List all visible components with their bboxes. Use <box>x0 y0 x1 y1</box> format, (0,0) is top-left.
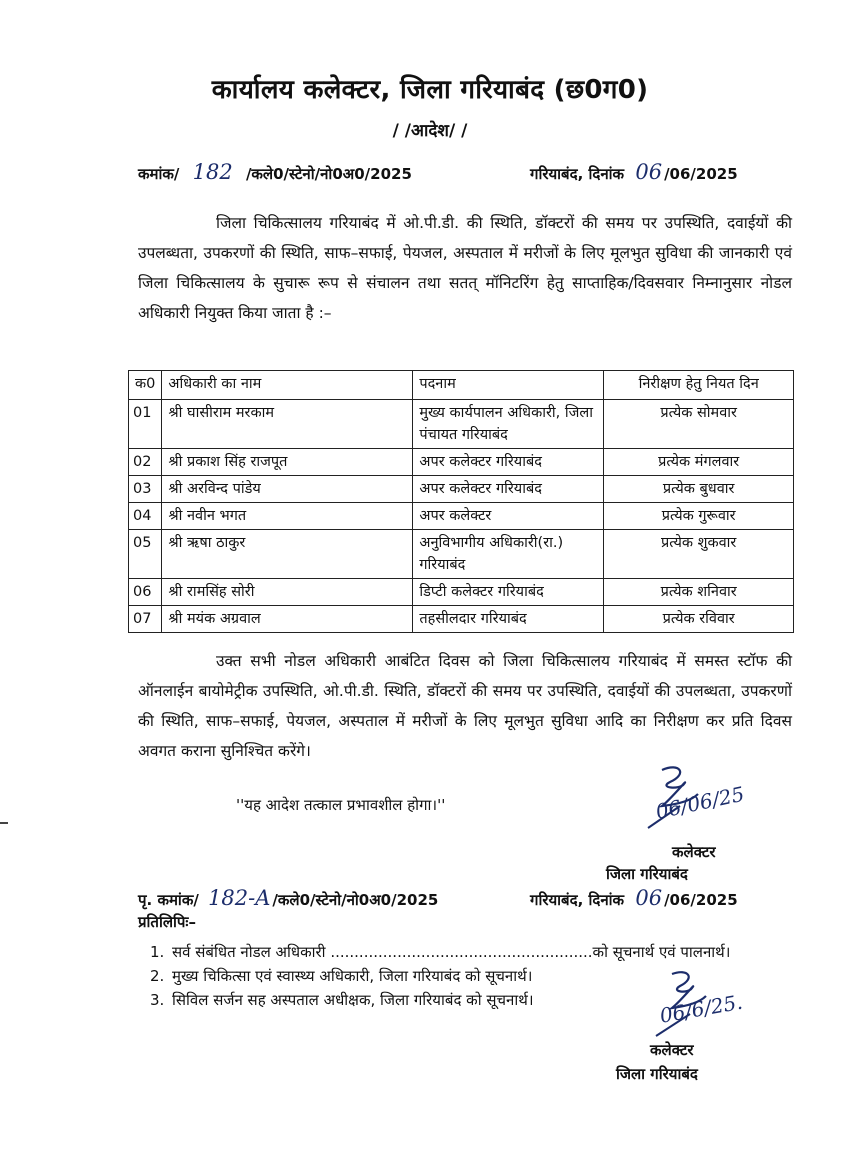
endorsement-place-date-label: गरियाबंद, दिनांक <box>530 891 625 909</box>
order-place-date-label: गरियाबंद, दिनांक <box>530 165 625 183</box>
row-serial: 02 <box>129 449 162 476</box>
page-edge-mark <box>0 822 8 824</box>
signature-1-handwritten-date: 06/06/25 <box>653 781 747 824</box>
intro-paragraph <box>138 208 792 328</box>
row-designation: डिप्टी कलेक्टर गरियाबंद <box>413 579 604 606</box>
table-row <box>129 606 794 633</box>
column-header-serial: क0 <box>129 371 162 400</box>
row-serial: 01 <box>129 400 162 449</box>
endorsement-ref-prefix: पृ. कमांक/ <box>138 891 199 909</box>
nodal-officer-table <box>128 370 794 633</box>
copy-item-number: 2. <box>150 967 165 985</box>
column-header-designation: पदनाम <box>413 371 604 400</box>
row-inspection-day: प्रत्येक शुकवार <box>604 530 794 579</box>
endorsement-ref-suffix: /कले0/स्टेनो/नो0अ0/2025 <box>272 891 439 909</box>
row-designation: तहसीलदार गरियाबंद <box>413 606 604 633</box>
row-designation: अपर कलेक्टर गरियाबंद <box>413 449 604 476</box>
row-designation: अपर कलेक्टर गरियाबंद <box>413 476 604 503</box>
order-month-year: /06/2025 <box>664 165 738 183</box>
signature-2-handwritten-date: 06/6/25. <box>657 989 745 1028</box>
list-item <box>150 942 730 962</box>
row-inspection-day: प्रत्येक बुधवार <box>604 476 794 503</box>
row-serial: 04 <box>129 503 162 530</box>
row-officer-name: श्री मयंक अग्रवाल <box>162 606 413 633</box>
order-number-handwritten: 182 <box>192 160 233 184</box>
order-reference <box>138 160 412 184</box>
row-officer-name: श्री ऋषा ठाकुर <box>162 530 413 579</box>
directive-paragraph-text: उक्त सभी नोडल अधिकारी आबंटित दिवस को जिला चिकित्सालय गरियाबंद में समस्त स्टॉफ की ऑनलाईन बायोमेट्रीक उपस्थिति, ओ.पी.डी. स्थिति, डॉक्टरों की समय पर उपस्थिति, दवाईयों की उपलब्धता, उपकरणों की स्थिति, साफ–सफाई, पेयजल, अस्पताल में मरीजों के लिए मूलभुत सुविधा आदि का निरीक्षण कर प्रति दिवस अवगत कराना सुनिश्चित करेंगे। <box>138 652 792 760</box>
copy-item-number: 1. <box>150 943 165 961</box>
endorsement-month-year: /06/2025 <box>664 891 738 909</box>
endorsement-day-handwritten: 06 <box>635 886 663 910</box>
row-inspection-day: प्रत्येक रविवार <box>604 606 794 633</box>
copy-item-text: मुख्य चिकित्सा एवं स्वास्थ्य अधिकारी, जिला गरियाबंद को सूचनार्थ। <box>172 967 533 985</box>
endorsement-reference <box>138 886 438 910</box>
row-officer-name: श्री अरविन्द पांडेय <box>162 476 413 503</box>
table-row <box>129 400 794 449</box>
row-inspection-day: प्रत्येक मंगलवार <box>604 449 794 476</box>
copy-item-text: सिविल सर्जन सह अस्पताल अधीक्षक, जिला गरियाबंद को सूचनार्थ। <box>172 991 534 1009</box>
row-officer-name: श्री रामसिंह सोरी <box>162 579 413 606</box>
row-serial: 03 <box>129 476 162 503</box>
copy-to-label: प्रतिलिपिः– <box>138 913 196 931</box>
column-header-day: निरीक्षण हेतु नियत दिन <box>604 371 794 400</box>
order-heading: / /आदेश/ / <box>392 121 468 141</box>
signature-1-district: जिला गरियाबंद <box>606 865 688 883</box>
order-day-handwritten: 06 <box>635 160 663 184</box>
table-row <box>129 476 794 503</box>
copy-item-text: सर्व संबंधित नोडल अधिकारी .......................................................को सूचनार्थ एवं पालनार्थ। <box>172 943 731 961</box>
table-row <box>129 503 794 530</box>
row-officer-name: श्री घासीराम मरकाम <box>162 400 413 449</box>
row-serial: 07 <box>129 606 162 633</box>
list-item <box>150 966 532 986</box>
effect-statement: ''यह आदेश तत्काल प्रभावशील होगा।'' <box>236 796 446 814</box>
order-ref-prefix: कमांक/ <box>138 165 180 183</box>
list-item <box>150 990 534 1010</box>
signature-1-designation: कलेक्टर <box>672 843 716 861</box>
endorsement-number-handwritten: 182-A <box>208 886 271 910</box>
endorsement-date <box>530 886 738 910</box>
row-designation: अपर कलेक्टर <box>413 503 604 530</box>
office-title: कार्यालय कलेक्टर, जिला गरियाबंद (छ0ग0) <box>211 75 649 105</box>
order-date <box>530 160 738 184</box>
row-designation: मुख्य कार्यपालन अधिकारी, जिला पंचायत गरियाबंद <box>413 400 604 449</box>
directive-paragraph <box>138 646 792 766</box>
copy-item-number: 3. <box>150 991 165 1009</box>
row-inspection-day: प्रत्येक सोमवार <box>604 400 794 449</box>
row-serial: 05 <box>129 530 162 579</box>
signature-2-district: जिला गरियाबंद <box>616 1065 698 1083</box>
row-serial: 06 <box>129 579 162 606</box>
row-inspection-day: प्रत्येक गुरूवार <box>604 503 794 530</box>
order-ref-suffix: /कले0/स्टेनो/नो0अ0/2025 <box>245 165 412 183</box>
row-officer-name: श्री प्रकाश सिंह राजपूत <box>162 449 413 476</box>
signature-2-designation: कलेक्टर <box>650 1041 694 1059</box>
row-officer-name: श्री नवीन भगत <box>162 503 413 530</box>
table-header-row <box>129 371 794 400</box>
column-header-name: अधिकारी का नाम <box>162 371 413 400</box>
table-row <box>129 579 794 606</box>
row-designation: अनुविभागीय अधिकारी(रा.) गरियाबंद <box>413 530 604 579</box>
intro-paragraph-text: जिला चिकित्सालय गरियाबंद में ओ.पी.डी. की स्थिति, डॉक्टरों की समय पर उपस्थिति, दवाईयों की उपलब्धता, उपकरणों की स्थिति, साफ–सफाई, पेयजल, अस्पताल में मरीजों के लिए मूलभुत सुविधा की जानकारी एवं जिला चिकित्सालय के सुचारू रूप से संचालन तथा सतत् मॉनिटरिंग हेतु साप्ताहिक/दिवसवार निम्नानुसार नोडल अधिकारी नियुक्त किया जाता है :– <box>138 214 792 322</box>
table-row <box>129 530 794 579</box>
table-row <box>129 449 794 476</box>
row-inspection-day: प्रत्येक शनिवार <box>604 579 794 606</box>
